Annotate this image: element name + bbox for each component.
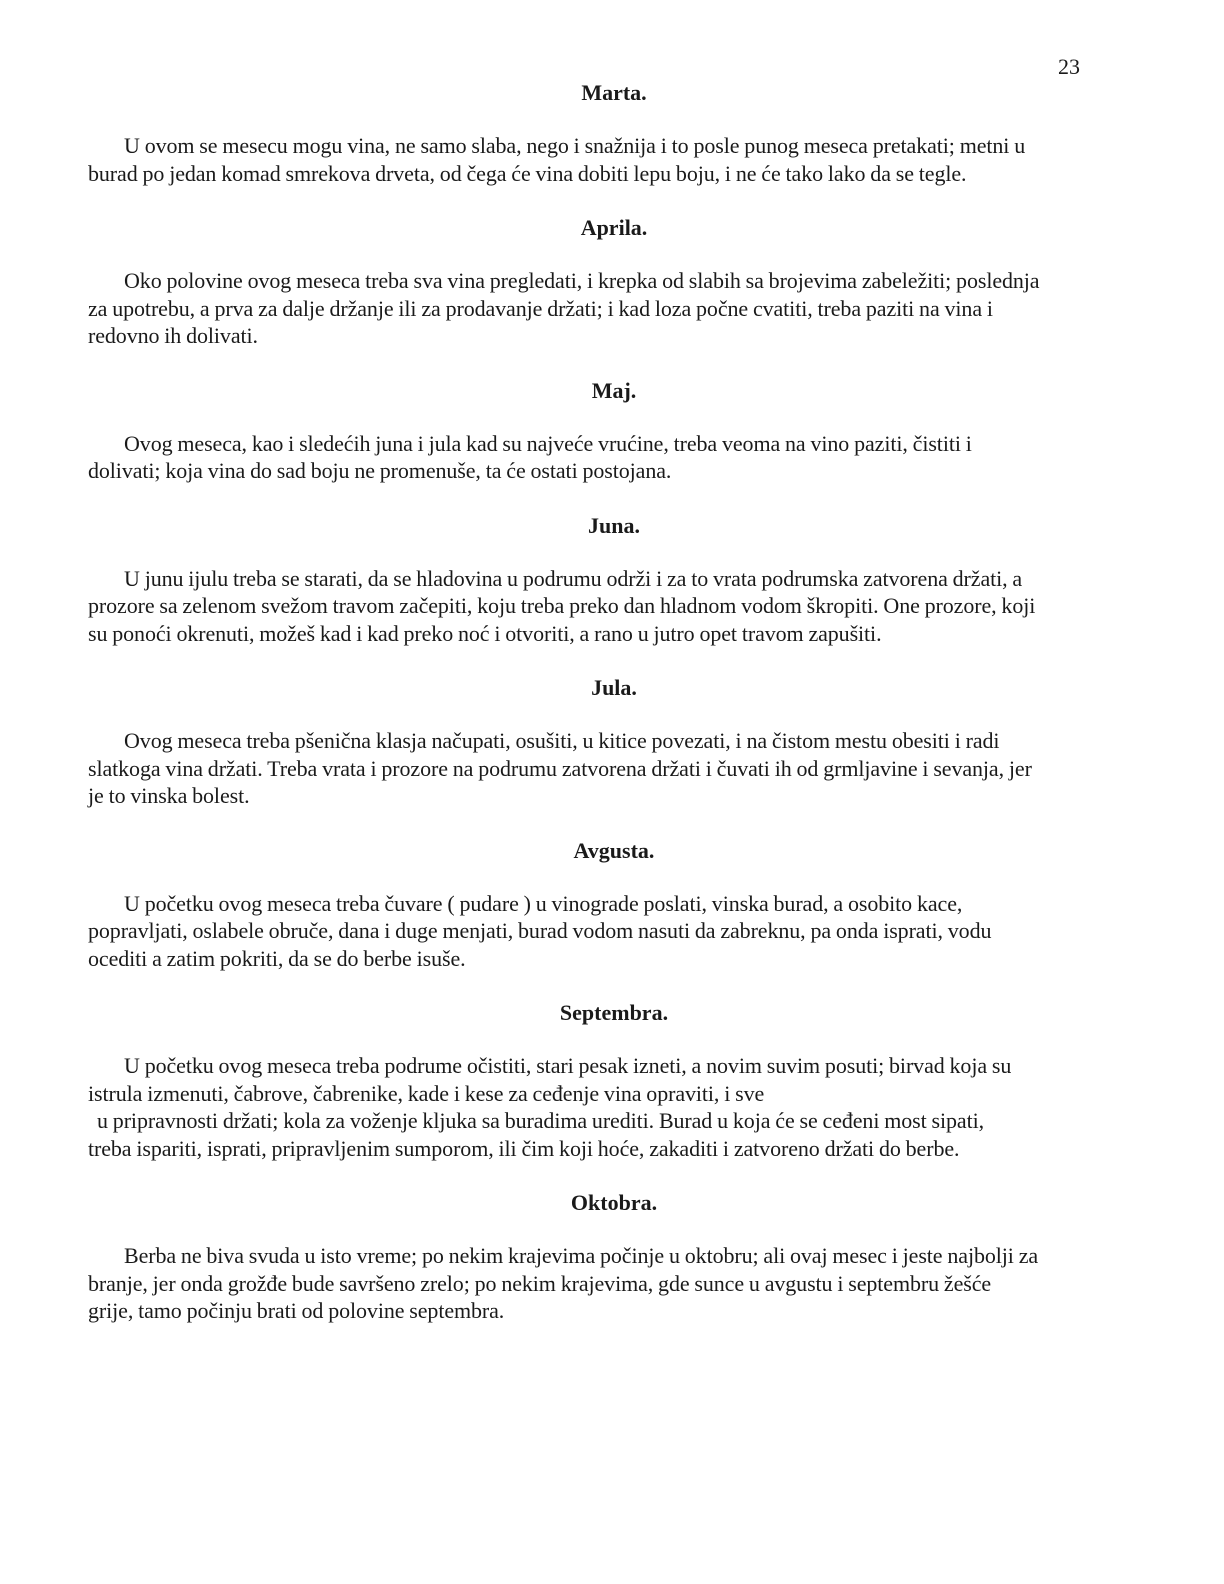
paragraph-line: ocediti a zatim pokriti, da se do berbe isuše.: [88, 945, 466, 971]
paragraph-line: burad po jedan komad smrekova drveta, od čega će vina dobiti lepu boju, i ne će tako lako da se tegle.: [88, 160, 967, 186]
section-paragraph: [88, 132, 1140, 187]
section-paragraph: [88, 890, 1140, 973]
paragraph-line: treba ispariti, isprati, pripravljenim sumporom, ili čim koji hoće, zakaditi i zatvoreno držati do berbe.: [88, 1135, 960, 1161]
paragraph-line: je to vinska bolest.: [88, 783, 250, 808]
section-paragraph: [88, 430, 1140, 485]
document-body: [88, 78, 1140, 1351]
section-heading: Aprila.: [580, 215, 648, 240]
section-maj: [88, 376, 1140, 485]
paragraph-line: za upotrebu, a prva za dalje držanje ili za prodavanje držati; i kad loza počne cvatiti, treba paziti na vina i: [88, 295, 993, 321]
section-heading: Jula.: [591, 675, 637, 700]
paragraph-line: U početku ovog meseca treba čuvare ( pudare ) u vinograde poslati, vinska burad, a osobito kace,: [124, 890, 963, 916]
paragraph-line: Oko polovine ovog meseca treba sva vina pregledati, i krepka od slabih sa brojevima zabeležiti; poslednja: [124, 268, 1040, 293]
paragraph-line: grije, tamo počinju brati od polovine septembra.: [88, 1298, 505, 1323]
section-juna: [88, 511, 1140, 648]
paragraph-line: Berba ne biva svuda u isto vreme; po nekim krajevima počinje u oktobru; ali ovaj mesec i jeste najbolji za: [124, 1243, 1039, 1268]
section-heading: Maj.: [591, 377, 637, 403]
paragraph-line: popravljati, oslabele obruče, dana i duge menjati, burad vodom nasuti da zabreknu, pa onda isprati, vodu: [88, 918, 992, 943]
paragraph-line: dolivati; koja vina do sad boju ne promenuše, ta će ostati postojana.: [88, 458, 672, 483]
section-jula: [88, 673, 1140, 810]
page-number: 23: [1058, 54, 1080, 79]
paragraph-line: slatkoga vina držati. Treba vrata i prozore na podrumu zatvorena držati i čuvati ih od grmljavine i sevanja, jer: [88, 755, 1032, 781]
section-paragraph: [88, 565, 1140, 648]
section-paragraph: [88, 1052, 1140, 1162]
section-avgusta: [88, 836, 1140, 973]
section-heading: Septembra.: [559, 1000, 669, 1025]
section-paragraph: [88, 267, 1140, 350]
paragraph-line: U početku ovog meseca treba podrume očistiti, stari pesak izneti, a novim suvim posuti; birvad koja su: [124, 1053, 1012, 1078]
paragraph-line: su ponoći okrenuti, možeš kad i kad preko noć i otvoriti, a rano u jutro opet travom zapušiti.: [88, 620, 882, 646]
section-aprila: [88, 213, 1140, 350]
section-heading: Marta.: [581, 80, 647, 105]
section-heading: Oktobra.: [570, 1190, 658, 1215]
paragraph-line: istrula izmenuti, čabrove, čabrenike, kade i kese za ceđenje vina opraviti, i sve: [88, 1080, 765, 1106]
section-paragraph: [88, 1242, 1140, 1325]
paragraph-line: Ovog meseca treba pšenična klasja načupati, osušiti, u kitice povezati, i na čistom mestu obesiti i radi: [124, 728, 1000, 753]
paragraph-line: Ovog meseca, kao i sledećih juna i jula kad su najveće vrućine, treba veoma na vino paziti, čistiti i: [124, 430, 972, 456]
section-heading: Juna.: [588, 512, 640, 538]
section-paragraph: [88, 727, 1140, 810]
paragraph-line: branje, jer onda grožđe bude savršeno zrelo; po nekim krajevima, gde sunce u avgustu i septembru žešće: [88, 1270, 992, 1296]
paragraph-line: U ovom se mesecu mogu vina, ne samo slaba, nego i snažnija i to posle punog meseca pretakati; metni u: [124, 133, 1026, 158]
section-heading: Avgusta.: [573, 837, 655, 863]
paragraph-line: redovno ih dolivati.: [88, 323, 258, 348]
section-oktobra: [88, 1188, 1140, 1325]
paragraph-line: prozore sa zelenom svežom travom začepiti, koju treba preko dan hladnom vodom škropiti. One prozore, koji: [88, 593, 1036, 618]
paragraph-line: u pripravnosti držati; kola za voženje kljuka sa buradima urediti. Burad u koja će se ceđeni most sipati,: [97, 1108, 984, 1133]
paragraph-line: U junu ijulu treba se starati, da se hladovina u podrumu održi i za to vrata podrumska zatvorena držati, a: [124, 565, 1023, 591]
section-septembra: [88, 998, 1140, 1162]
section-marta: [88, 78, 1140, 187]
